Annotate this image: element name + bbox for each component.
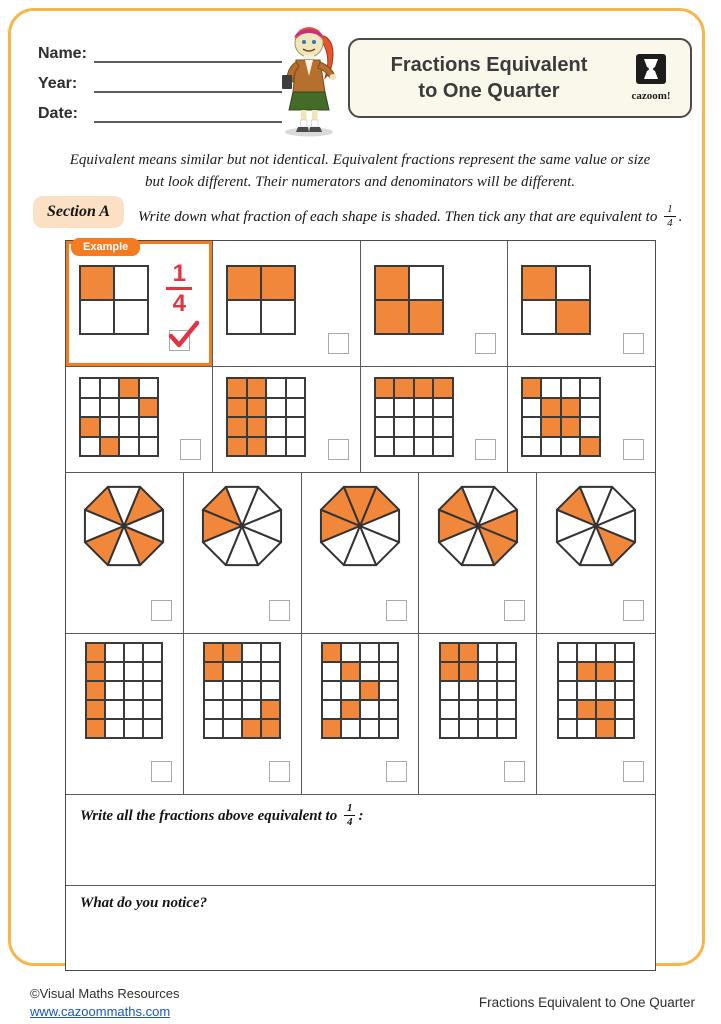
shaded-cell <box>440 662 459 681</box>
empty-cell <box>596 643 615 662</box>
shape-cell <box>537 634 655 794</box>
empty-cell <box>497 700 516 719</box>
fraction-grid-shape <box>203 642 281 739</box>
instruction-text: Write down what fraction of each shape is shaded. Then tick any that are equivalent to <box>137 208 658 225</box>
fraction-grid-shape <box>79 377 159 457</box>
shaded-cell <box>561 417 581 437</box>
empty-cell <box>223 719 242 738</box>
fraction-grid-shape <box>321 642 399 739</box>
empty-cell <box>414 398 434 418</box>
empty-cell <box>478 719 497 738</box>
header-fields <box>38 44 282 134</box>
empty-cell <box>242 681 261 700</box>
year-field-row <box>38 74 282 93</box>
empty-cell <box>114 300 148 334</box>
empty-cell <box>615 643 634 662</box>
shaded-cell <box>139 398 159 418</box>
shaded-cell <box>596 719 615 738</box>
empty-cell <box>119 417 139 437</box>
equivalent-answer-box[interactable] <box>66 795 655 885</box>
shaded-cell <box>80 417 100 437</box>
equivalent-checkbox[interactable] <box>623 439 644 460</box>
shaded-cell <box>433 378 453 398</box>
empty-cell <box>223 662 242 681</box>
empty-cell <box>577 643 596 662</box>
shaded-cell <box>261 700 280 719</box>
empty-cell <box>286 398 306 418</box>
equivalent-checkbox[interactable] <box>269 600 290 621</box>
equivalent-checkbox[interactable] <box>328 333 349 354</box>
empty-cell <box>478 681 497 700</box>
empty-cell <box>379 643 398 662</box>
footer-link[interactable]: www.cazoommaths.com <box>30 1004 171 1020</box>
shape-rows-container <box>66 241 655 795</box>
empty-cell <box>242 662 261 681</box>
empty-cell <box>322 662 341 681</box>
empty-cell <box>223 681 242 700</box>
year-input-line[interactable] <box>94 75 282 93</box>
empty-cell <box>143 719 162 738</box>
empty-cell <box>394 417 414 437</box>
equivalent-checkbox[interactable] <box>623 333 644 354</box>
empty-cell <box>105 681 124 700</box>
empty-cell <box>105 700 124 719</box>
shaded-cell <box>86 681 105 700</box>
fraction-denominator: 4 <box>346 816 353 828</box>
shape-cell <box>361 241 508 366</box>
empty-cell <box>143 643 162 662</box>
empty-cell <box>478 700 497 719</box>
empty-cell <box>139 437 159 457</box>
empty-cell <box>360 643 379 662</box>
empty-cell <box>266 398 286 418</box>
empty-cell <box>440 700 459 719</box>
equivalent-prompt: Write all the fractions above equivalent to <box>80 807 338 824</box>
empty-cell <box>360 700 379 719</box>
instruction-suffix: . <box>678 208 683 225</box>
fraction-octagon-shape <box>315 481 405 576</box>
empty-cell <box>80 300 114 334</box>
equivalent-checkbox[interactable] <box>151 600 172 621</box>
shape-cell <box>302 473 420 633</box>
empty-cell <box>223 700 242 719</box>
empty-cell <box>596 681 615 700</box>
empty-cell <box>497 643 516 662</box>
empty-cell <box>322 700 341 719</box>
shaded-cell <box>86 662 105 681</box>
empty-cell <box>143 700 162 719</box>
equivalent-checkbox[interactable] <box>623 600 644 621</box>
shaded-cell <box>375 378 395 398</box>
empty-cell <box>541 437 561 457</box>
empty-cell <box>379 662 398 681</box>
empty-cell <box>433 437 453 457</box>
empty-cell <box>266 417 286 437</box>
date-field-row <box>38 104 282 123</box>
empty-cell <box>440 681 459 700</box>
shaded-cell <box>227 398 247 418</box>
footer-credit: ©Visual Maths Resources <box>30 986 180 1001</box>
empty-cell <box>322 681 341 700</box>
shaded-cell <box>261 719 280 738</box>
shaded-cell <box>596 700 615 719</box>
fraction-octagon-shape <box>433 481 523 576</box>
shaded-cell <box>242 719 261 738</box>
cazoom-logo-label: cazoom! <box>631 90 671 102</box>
empty-cell <box>459 719 478 738</box>
cazoom-logo <box>620 54 682 102</box>
shaded-cell <box>522 378 542 398</box>
empty-cell <box>266 437 286 457</box>
empty-cell <box>204 700 223 719</box>
shaded-cell <box>247 417 267 437</box>
example-tab-label: Example <box>71 238 140 256</box>
shape-cell <box>508 241 655 366</box>
empty-cell <box>580 398 600 418</box>
empty-cell <box>119 398 139 418</box>
shaded-cell <box>360 681 379 700</box>
empty-cell <box>341 643 360 662</box>
date-label: Date: <box>38 105 79 122</box>
title-line-1: Fractions Equivalent <box>390 54 588 76</box>
shape-cell <box>508 367 655 472</box>
shaded-cell <box>247 437 267 457</box>
equivalent-checkbox[interactable] <box>504 761 525 782</box>
empty-cell <box>394 398 414 418</box>
empty-cell <box>105 643 124 662</box>
shaded-cell <box>459 662 478 681</box>
shaded-cell <box>580 437 600 457</box>
empty-cell <box>242 700 261 719</box>
notice-answer-box[interactable] <box>66 885 655 970</box>
empty-cell <box>414 417 434 437</box>
empty-cell <box>227 300 261 334</box>
shaded-cell <box>541 398 561 418</box>
empty-cell <box>522 437 542 457</box>
empty-cell <box>286 437 306 457</box>
empty-cell <box>433 417 453 437</box>
empty-cell <box>615 719 634 738</box>
shape-cell <box>213 367 360 472</box>
empty-cell <box>124 700 143 719</box>
empty-cell <box>119 437 139 457</box>
empty-cell <box>558 643 577 662</box>
shaded-cell <box>409 300 443 334</box>
example-cell <box>66 241 213 366</box>
name-field-row <box>38 44 282 63</box>
fraction-grid-shape <box>85 642 163 739</box>
title-line-2: to One Quarter <box>418 80 560 102</box>
empty-cell <box>80 398 100 418</box>
shaded-cell <box>341 700 360 719</box>
empty-cell <box>341 681 360 700</box>
empty-cell <box>497 681 516 700</box>
shaded-cell <box>561 398 581 418</box>
empty-cell <box>478 643 497 662</box>
shape-cell <box>66 634 184 794</box>
empty-cell <box>139 378 159 398</box>
empty-cell <box>522 417 542 437</box>
shaded-cell <box>247 378 267 398</box>
fraction-grid-shape <box>226 377 306 457</box>
empty-cell <box>204 681 223 700</box>
shape-row <box>66 241 655 367</box>
fraction-numerator: 1 <box>172 260 186 287</box>
empty-cell <box>80 437 100 457</box>
fraction-denominator: 4 <box>172 290 186 318</box>
empty-cell <box>558 719 577 738</box>
empty-cell <box>266 378 286 398</box>
empty-cell <box>124 719 143 738</box>
empty-cell <box>360 662 379 681</box>
shaded-cell <box>86 700 105 719</box>
notice-prompt: What do you notice? <box>80 895 208 911</box>
shaded-cell <box>247 398 267 418</box>
equivalent-checkbox[interactable] <box>386 761 407 782</box>
shape-cell <box>213 241 360 366</box>
shape-row <box>66 634 655 795</box>
equivalent-checkbox[interactable] <box>623 761 644 782</box>
fraction-octagon-shape <box>197 481 287 576</box>
empty-cell <box>124 662 143 681</box>
empty-cell <box>105 662 124 681</box>
empty-cell <box>261 643 280 662</box>
cazoom-logo-icon <box>636 54 666 89</box>
equivalent-suffix: : <box>358 807 364 824</box>
fraction-grid-shape <box>521 265 591 335</box>
shape-cell <box>537 473 655 633</box>
shaded-cell <box>577 662 596 681</box>
shape-cell <box>361 367 508 472</box>
name-label: Name: <box>38 45 87 62</box>
name-input-line[interactable] <box>94 45 282 63</box>
empty-cell <box>577 681 596 700</box>
fraction-grid-shape <box>439 642 517 739</box>
empty-cell <box>261 681 280 700</box>
fraction-grid-shape <box>226 265 296 335</box>
empty-cell <box>124 681 143 700</box>
empty-cell <box>561 437 581 457</box>
empty-cell <box>143 662 162 681</box>
empty-cell <box>379 719 398 738</box>
shape-cell <box>419 634 537 794</box>
shape-row <box>66 473 655 634</box>
shape-cell <box>66 367 213 472</box>
equivalent-checkbox[interactable] <box>475 333 496 354</box>
empty-cell <box>615 662 634 681</box>
empty-cell <box>242 643 261 662</box>
empty-cell <box>414 437 434 457</box>
section-a-label: Section A <box>33 196 124 228</box>
year-label: Year: <box>38 75 78 92</box>
empty-cell <box>375 417 395 437</box>
worksheet-title <box>350 52 620 104</box>
empty-cell <box>100 417 120 437</box>
intro-text: Equivalent means similar but not identical. Equivalent fractions represent the same value or size but look different. Their numerators and denominators will be different. <box>69 152 651 190</box>
shaded-cell <box>322 643 341 662</box>
shape-cell <box>184 634 302 794</box>
shaded-cell <box>522 266 556 300</box>
equivalent-fraction <box>344 803 356 828</box>
footer-credit-block <box>30 985 180 1021</box>
footer-worksheet-title: Fractions Equivalent to One Quarter <box>478 995 695 1010</box>
shaded-cell <box>86 719 105 738</box>
equivalent-checkbox[interactable] <box>169 330 190 351</box>
red-tick-icon <box>167 319 201 354</box>
shaded-cell <box>375 300 409 334</box>
fraction-grid-shape <box>521 377 601 457</box>
equivalent-checkbox[interactable] <box>151 761 172 782</box>
empty-cell <box>114 266 148 300</box>
equivalent-checkbox[interactable] <box>475 439 496 460</box>
empty-cell <box>577 719 596 738</box>
empty-cell <box>409 266 443 300</box>
empty-cell <box>105 719 124 738</box>
empty-cell <box>375 437 395 457</box>
shaded-cell <box>459 643 478 662</box>
empty-cell <box>124 643 143 662</box>
empty-cell <box>561 378 581 398</box>
shaded-cell <box>80 266 114 300</box>
empty-cell <box>541 378 561 398</box>
shape-cell <box>419 473 537 633</box>
worksheet-title-box <box>348 38 692 118</box>
shaded-cell <box>322 719 341 738</box>
equivalent-checkbox[interactable] <box>386 600 407 621</box>
date-input-line[interactable] <box>94 105 282 123</box>
shaded-cell <box>541 417 561 437</box>
shaded-cell <box>227 437 247 457</box>
example-answer-fraction <box>163 261 195 316</box>
empty-cell <box>143 681 162 700</box>
target-fraction <box>664 204 676 229</box>
shaded-cell <box>341 662 360 681</box>
shaded-cell <box>414 378 434 398</box>
empty-cell <box>556 266 590 300</box>
empty-cell <box>80 378 100 398</box>
shape-cell <box>66 473 184 633</box>
shaded-cell <box>223 643 242 662</box>
fraction-grid-shape <box>79 265 149 335</box>
fraction-grid-shape <box>374 265 444 335</box>
empty-cell <box>379 681 398 700</box>
empty-cell <box>459 700 478 719</box>
empty-cell <box>522 300 556 334</box>
student-character-illustration <box>272 20 344 143</box>
empty-cell <box>558 700 577 719</box>
empty-cell <box>100 378 120 398</box>
shape-row <box>66 367 655 473</box>
shaded-cell <box>227 266 261 300</box>
empty-cell <box>139 417 159 437</box>
shaded-cell <box>261 266 295 300</box>
empty-cell <box>261 662 280 681</box>
empty-cell <box>478 662 497 681</box>
empty-cell <box>261 300 295 334</box>
fraction-octagon-shape <box>79 481 169 576</box>
empty-cell <box>558 681 577 700</box>
shaded-cell <box>204 662 223 681</box>
equivalent-checkbox[interactable] <box>180 439 201 460</box>
fraction-denominator: 4 <box>667 217 673 229</box>
empty-cell <box>375 398 395 418</box>
shape-cell <box>302 634 420 794</box>
shaded-cell <box>119 378 139 398</box>
empty-cell <box>379 700 398 719</box>
section-a-row <box>33 196 693 230</box>
empty-cell <box>522 398 542 418</box>
shaded-cell <box>86 643 105 662</box>
empty-cell <box>341 719 360 738</box>
empty-cell <box>615 681 634 700</box>
empty-cell <box>459 681 478 700</box>
shaded-cell <box>227 378 247 398</box>
shaded-cell <box>375 266 409 300</box>
empty-cell <box>615 700 634 719</box>
shaded-cell <box>100 437 120 457</box>
empty-cell <box>394 437 414 457</box>
fraction-grid-shape <box>374 377 454 457</box>
shape-cell <box>184 473 302 633</box>
shape-table <box>65 240 656 971</box>
shaded-cell <box>577 700 596 719</box>
shaded-cell <box>556 300 590 334</box>
empty-cell <box>204 719 223 738</box>
section-a-instruction <box>138 196 682 230</box>
empty-cell <box>580 378 600 398</box>
empty-cell <box>497 719 516 738</box>
empty-cell <box>360 719 379 738</box>
empty-cell <box>497 662 516 681</box>
fraction-numerator: 1 <box>664 204 676 217</box>
equivalent-checkbox[interactable] <box>328 439 349 460</box>
fraction-octagon-shape <box>551 481 641 576</box>
shaded-cell <box>204 643 223 662</box>
empty-cell <box>286 417 306 437</box>
shaded-cell <box>227 417 247 437</box>
shaded-cell <box>394 378 414 398</box>
fraction-numerator: 1 <box>344 803 356 816</box>
empty-cell <box>286 378 306 398</box>
empty-cell <box>558 662 577 681</box>
shaded-cell <box>596 662 615 681</box>
shaded-cell <box>440 643 459 662</box>
equivalent-checkbox[interactable] <box>269 761 290 782</box>
empty-cell <box>580 417 600 437</box>
fraction-grid-shape <box>557 642 635 739</box>
empty-cell <box>100 398 120 418</box>
equivalent-checkbox[interactable] <box>504 600 525 621</box>
empty-cell <box>433 398 453 418</box>
empty-cell <box>440 719 459 738</box>
